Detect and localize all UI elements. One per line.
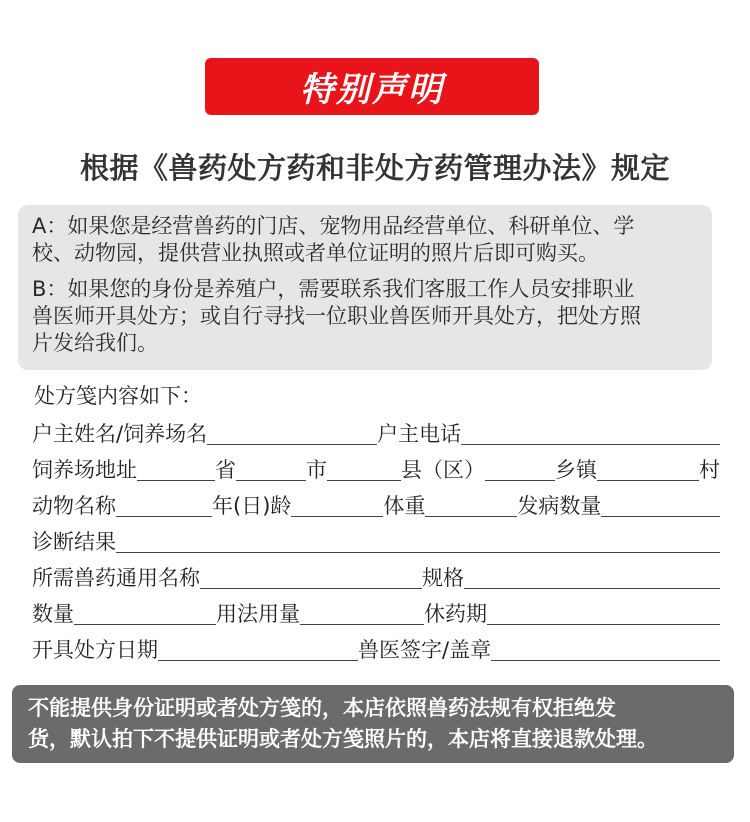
prescription-intro: 处方笺内容如下： xyxy=(34,384,202,408)
signature-label: 兽医签字/盖章 xyxy=(358,638,492,662)
refusal-notice-line1: 不能提供身份证明或者处方笺的，本店依照兽药法规有权拒绝发 xyxy=(28,696,616,720)
dosage-blank xyxy=(300,598,424,625)
drug-name-blank xyxy=(200,562,422,589)
refusal-notice-line2: 货，默认拍下不提供证明或者处方笺照片的，本店将直接退款处理。 xyxy=(28,727,658,751)
village-label: 村 xyxy=(699,458,720,482)
condition-a-line2: 校、动物园，提供营业执照或者单位证明的照片后即可购买。 xyxy=(32,241,599,265)
date-blank xyxy=(158,634,358,661)
form-row-owner xyxy=(32,416,720,448)
farm-address-label: 饲养场地址 xyxy=(32,458,137,482)
form-row-diagnosis xyxy=(32,524,720,556)
weight-label: 体重 xyxy=(383,494,426,518)
diagnosis-blank xyxy=(116,526,720,553)
regulation-subtitle: 根据《兽药处方药和非处方药管理办法》规定 xyxy=(79,151,670,185)
condition-a xyxy=(32,213,712,267)
form-row-drug xyxy=(32,560,720,592)
township-blank xyxy=(597,454,699,481)
form-row-animal xyxy=(32,488,720,520)
spec-label: 规格 xyxy=(422,566,464,590)
county-label: 县（区） xyxy=(401,458,485,482)
age-blank xyxy=(291,490,383,517)
form-row-signature xyxy=(32,632,720,664)
spec-blank xyxy=(464,562,720,589)
quantity-blank xyxy=(74,598,216,625)
sick-count-blank xyxy=(601,490,720,517)
form-row-address xyxy=(32,452,720,484)
owner-name-label: 户主姓名/饲养场名 xyxy=(32,422,208,446)
withdrawal-label: 休药期 xyxy=(424,602,487,626)
drug-name-label: 所需兽药通用名称 xyxy=(32,566,200,590)
sick-count-label: 发病数量 xyxy=(517,494,602,518)
condition-b-line2: 兽医师开具处方；或自行寻找一位职业兽医师开具处方，把处方照 xyxy=(32,304,641,328)
condition-b-line3: 片发给我们。 xyxy=(32,331,158,355)
withdrawal-blank xyxy=(487,598,720,625)
farm-address-blank xyxy=(137,454,215,481)
animal-name-label: 动物名称 xyxy=(32,494,116,518)
quantity-label: 数量 xyxy=(32,602,74,626)
owner-phone-blank xyxy=(461,418,720,445)
purchase-conditions-box xyxy=(18,205,712,370)
province-label: 省 xyxy=(215,458,236,482)
condition-b xyxy=(32,276,712,357)
dosage-label: 用法用量 xyxy=(216,602,300,626)
animal-name-blank xyxy=(116,490,212,517)
age-label: 年(日)龄 xyxy=(212,494,292,518)
date-label: 开具处方日期 xyxy=(32,638,158,662)
city-blank xyxy=(327,454,401,481)
city-label: 市 xyxy=(306,458,327,482)
county-blank xyxy=(485,454,555,481)
condition-a-line1: A：如果您是经营兽药的门店、宠物用品经营单位、科研单位、学 xyxy=(32,214,635,238)
signature-blank xyxy=(491,634,720,661)
owner-name-blank xyxy=(207,418,377,445)
refusal-notice xyxy=(12,685,734,763)
form-row-quantity xyxy=(32,596,720,628)
owner-phone-label: 户主电话 xyxy=(377,422,462,446)
weight-blank xyxy=(425,490,517,517)
township-label: 乡镇 xyxy=(555,458,597,482)
banner-title: 特别声明 xyxy=(300,70,444,110)
province-blank xyxy=(236,454,306,481)
diagnosis-label: 诊断结果 xyxy=(32,530,116,554)
condition-b-line1: B：如果您的身份是养殖户，需要联系我们客服工作人员安排职业 xyxy=(32,277,635,301)
announcement-banner xyxy=(205,58,539,115)
